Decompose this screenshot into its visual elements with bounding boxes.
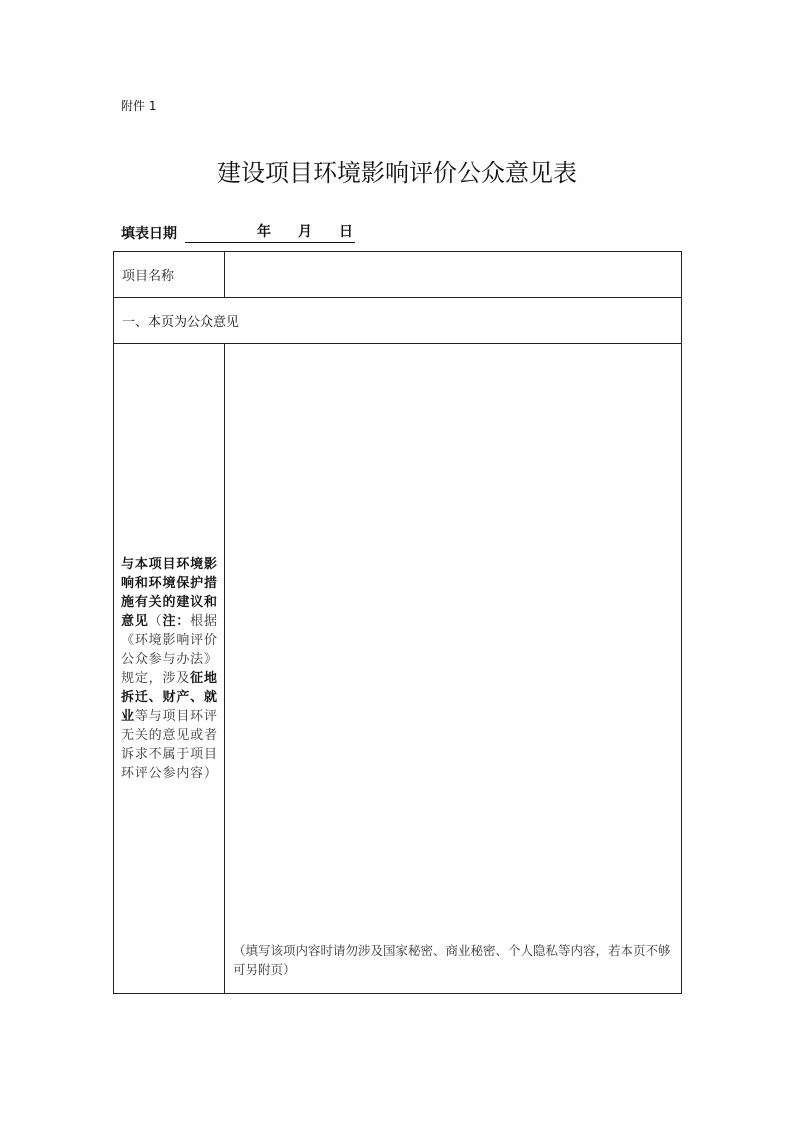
note-text-3: 等与项目环评无关的意见或者诉求不属于项目环评公参内容）: [121, 708, 217, 781]
section-header-cell: [114, 298, 682, 344]
page-title: 建设项目环境影响评价公众意见表: [217, 159, 577, 187]
note-bold-keywords: 征地拆迁、财产、就业: [121, 670, 217, 724]
fill-date-field[interactable]: [185, 221, 355, 243]
project-name-row: [114, 252, 682, 298]
note-prefix: 注：: [162, 613, 191, 629]
opinion-label-main: 与本项目环境影响和环境保护措施有关的建议和意见: [121, 556, 217, 629]
project-name-label: 项目名称: [122, 269, 175, 284]
fill-date-label: 填表日期: [121, 226, 177, 242]
opinion-form-table: [113, 251, 682, 994]
opinion-label: [114, 555, 224, 783]
note-open: （: [148, 613, 163, 629]
month-label: 月: [298, 224, 312, 240]
opinion-label-cell: [114, 344, 225, 994]
note-text-1: 根据《环境影响评价公众参与办法》规定，涉及: [121, 613, 217, 686]
day-label: 日: [339, 224, 353, 240]
project-name-input[interactable]: [225, 252, 682, 298]
opinion-row: [114, 344, 682, 994]
year-label: 年: [257, 224, 271, 240]
section-header-row: [114, 298, 682, 344]
opinion-footnote: （填写该项内容时请勿涉及国家秘密、商业秘密、个人隐私等内容，若本页不够可另附页）: [233, 943, 671, 977]
fill-date-row: [121, 221, 355, 243]
opinion-input-area[interactable]: [225, 344, 682, 994]
section-header: 一、本页为公众意见: [122, 315, 240, 330]
attachment-label: 附件 1: [121, 99, 157, 113]
project-name-label-cell: [114, 252, 225, 298]
